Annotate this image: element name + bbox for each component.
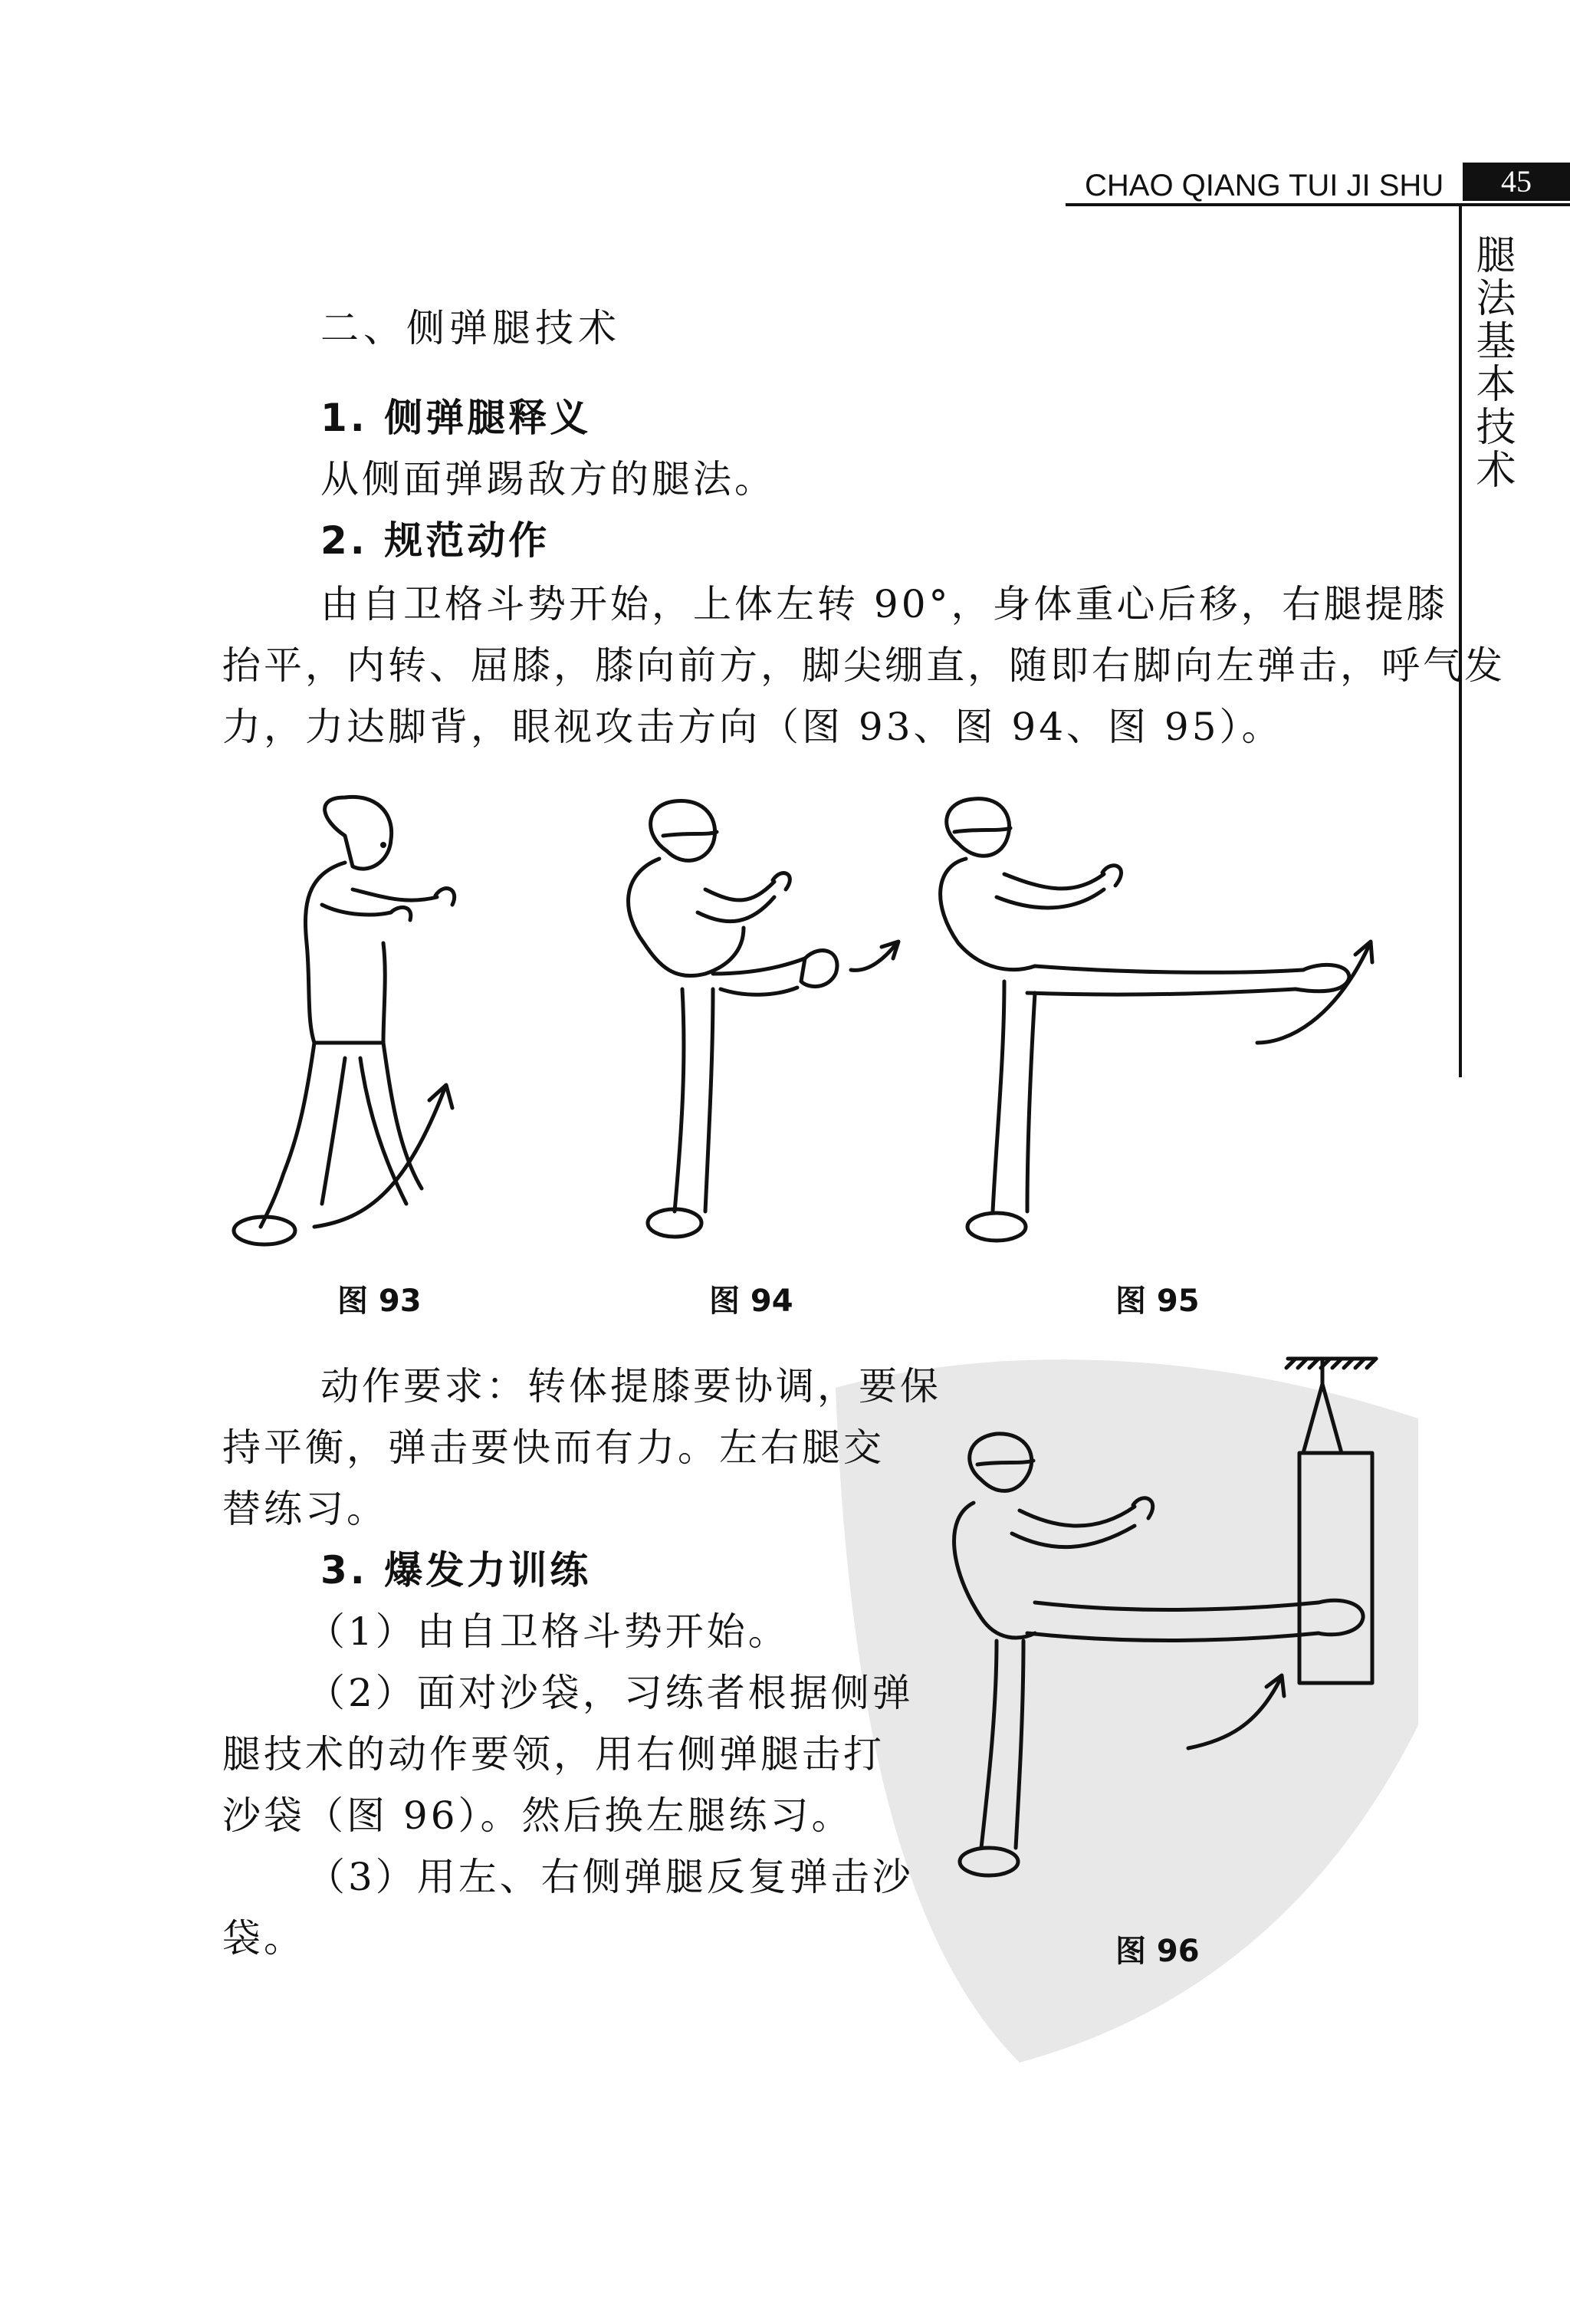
figure-96-label: 图 96: [1115, 1934, 1200, 1969]
header-rule: [1066, 203, 1570, 206]
figure-95-label: 图 95: [1115, 1284, 1200, 1319]
side-tab-label: 腿法基本技术: [1469, 234, 1515, 491]
training-line-5: （3）用左、右侧弹腿反复弹击沙: [307, 1855, 914, 1899]
figure-95-illustration: [920, 790, 1395, 1250]
requirements-line-2: 持平衡，弹击要快而有力。左右腿交: [222, 1425, 885, 1470]
figure-96-illustration: [935, 1349, 1411, 1902]
figure-94-illustration: [590, 790, 912, 1250]
figure-93-illustration: [230, 790, 521, 1250]
requirements-line-3: 替练习。: [222, 1487, 388, 1531]
subheading-explosive-training: 3. 爆发力训练: [320, 1548, 592, 1593]
figure-93-label: 图 93: [337, 1284, 422, 1319]
training-line-4: 沙袋（图 96）。然后换左腿练习。: [222, 1793, 853, 1838]
training-line-6: 袋。: [222, 1916, 305, 1961]
action-line-2: 抬平，内转、屈膝，膝向前方，脚尖绷直，随即右脚向左弹击，呼气发: [222, 643, 1506, 688]
requirements-line-1: 动作要求：转体提膝要协调，要保: [320, 1364, 941, 1409]
subheading-standard-action: 2. 规范动作: [320, 518, 550, 563]
training-line-3: 腿技术的动作要领，用右侧弹腿击打: [222, 1732, 885, 1777]
definition-text: 从侧面弹踢敌方的腿法。: [320, 457, 776, 501]
training-line-1: （1）由自卫格斗势开始。: [307, 1609, 790, 1654]
figure-94-label: 图 94: [709, 1284, 793, 1319]
section-title: 二、侧弹腿技术: [320, 306, 621, 350]
page-number: 45: [1463, 163, 1570, 201]
action-line-3: 力，力达脚背，眼视攻击方向（图 93、图 94、图 95）。: [222, 705, 1283, 749]
subheading-definition: 1. 侧弹腿释义: [320, 396, 592, 440]
training-line-2: （2）面对沙袋，习练者根据侧弹: [307, 1671, 914, 1715]
action-line-1: 由自卫格斗势开始，上体左转 90°，身体重心后移，右腿提膝: [320, 582, 1448, 626]
running-title: CHAO QIANG TUI JI SHU: [1085, 169, 1444, 202]
